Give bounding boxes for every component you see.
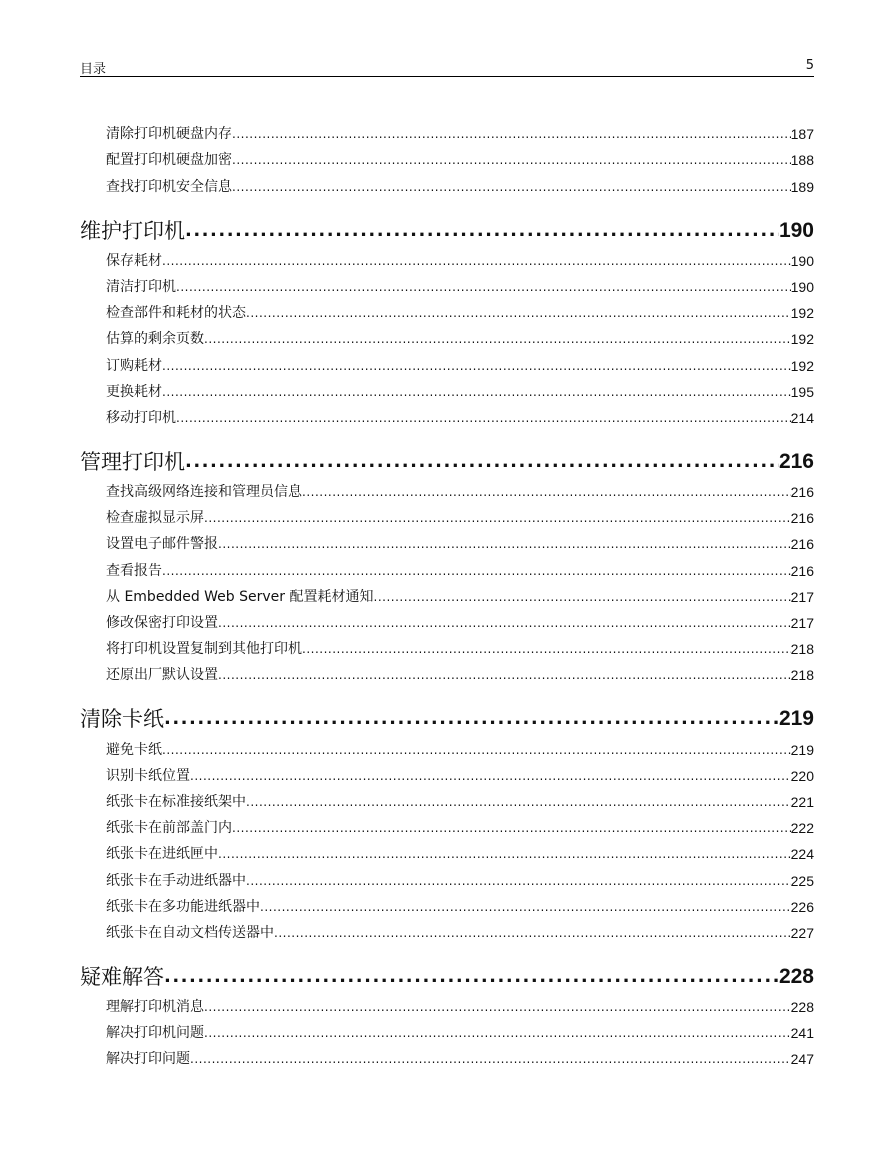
toc-page-number: 192 xyxy=(790,331,814,348)
toc-entry[interactable] xyxy=(80,994,814,1020)
toc-entry[interactable] xyxy=(80,1020,814,1046)
dot-leader xyxy=(218,531,791,557)
toc-entry[interactable] xyxy=(80,662,814,688)
toc-chapter[interactable] xyxy=(80,447,814,477)
dot-leader xyxy=(162,353,791,379)
toc-entry[interactable] xyxy=(80,352,814,378)
dot-leader xyxy=(302,636,791,662)
toc-entry[interactable] xyxy=(80,274,814,300)
toc-page-number: 214 xyxy=(790,409,814,426)
toc-entry-title: 纸张卡在手动进纸器中 xyxy=(106,872,246,889)
toc-chapter-title: 维护打印机 xyxy=(80,218,185,243)
toc-entry-title: 纸张卡在前部盖门内 xyxy=(106,820,232,837)
toc-entry-title: 纸张卡在多功能进纸器中 xyxy=(106,898,260,915)
dot-leader xyxy=(218,662,791,688)
toc-page-number: 192 xyxy=(790,305,814,322)
dot-leader xyxy=(162,248,791,274)
toc-entry-title: 理解打印机消息 xyxy=(106,999,204,1016)
toc-chapter-title: 管理打印机 xyxy=(80,449,185,474)
dot-leader xyxy=(246,789,791,815)
toc-entry[interactable] xyxy=(80,326,814,352)
dot-leader xyxy=(204,1020,791,1046)
toc-entry[interactable] xyxy=(80,300,814,326)
toc-entry-title: 订购耗材 xyxy=(106,357,162,374)
toc-page-number: 219 xyxy=(778,707,814,731)
toc-page-number: 190 xyxy=(790,278,814,295)
dot-leader xyxy=(185,447,779,477)
dot-leader xyxy=(218,841,791,867)
toc-entry[interactable] xyxy=(80,1046,814,1072)
toc-entry-title: 解决打印问题 xyxy=(106,1051,190,1068)
toc-page-number: 216 xyxy=(790,562,814,579)
dot-leader xyxy=(162,379,791,405)
toc-page-number: 188 xyxy=(790,152,814,169)
toc-page-number: 187 xyxy=(790,126,814,143)
toc-chapter[interactable] xyxy=(80,962,814,992)
toc-entry[interactable] xyxy=(80,920,814,946)
toc-entry-title: 查找高级网络连接和管理员信息 xyxy=(106,484,302,501)
toc-page-number: 220 xyxy=(790,767,814,784)
toc-page-number: 216 xyxy=(778,449,814,473)
toc-entry-title: 更换耗材 xyxy=(106,383,162,400)
dot-leader xyxy=(232,121,791,147)
dot-leader xyxy=(176,405,791,431)
dot-leader xyxy=(164,962,779,992)
dot-leader xyxy=(185,216,779,246)
header-page-number: 5 xyxy=(805,58,814,73)
dot-leader xyxy=(374,584,791,610)
dot-leader xyxy=(164,704,779,734)
table-of-contents xyxy=(80,121,814,1072)
dot-leader xyxy=(218,610,791,636)
toc-entry-title: 将打印机设置复制到其他打印机 xyxy=(106,641,302,658)
dot-leader xyxy=(162,737,791,763)
toc-page-number: 241 xyxy=(790,1025,814,1042)
toc-entry-title: 识别卡纸位置 xyxy=(106,767,190,784)
toc-entry[interactable] xyxy=(80,479,814,505)
toc-entry-title: 纸张卡在进纸匣中 xyxy=(106,846,218,863)
toc-page-number: 221 xyxy=(790,793,814,810)
toc-page-number: 218 xyxy=(790,641,814,658)
toc-page-number: 219 xyxy=(790,741,814,758)
toc-page-number: 216 xyxy=(790,536,814,553)
toc-chapter-title: 疑难解答 xyxy=(80,964,164,989)
toc-entry-title: 纸张卡在标准接纸架中 xyxy=(106,793,246,810)
dot-leader xyxy=(232,174,791,200)
dot-leader xyxy=(204,326,791,352)
toc-entry-title: 避免卡纸 xyxy=(106,741,162,758)
toc-entry[interactable] xyxy=(80,894,814,920)
dot-leader xyxy=(246,868,791,894)
toc-entry-title: 解决打印机问题 xyxy=(106,1025,204,1042)
toc-entry-title: 估算的剩余页数 xyxy=(106,331,204,348)
toc-entry[interactable] xyxy=(80,610,814,636)
toc-entry[interactable] xyxy=(80,636,814,662)
dot-leader xyxy=(232,147,791,173)
toc-entry-title: 纸张卡在自动文档传送器中 xyxy=(106,924,274,941)
toc-page-number: 226 xyxy=(790,898,814,915)
toc-chapter-title: 清除卡纸 xyxy=(80,707,164,732)
toc-entry[interactable] xyxy=(80,841,814,867)
toc-page-number: 222 xyxy=(790,820,814,837)
toc-page-number: 217 xyxy=(790,588,814,605)
toc-entry[interactable] xyxy=(80,763,814,789)
toc-entry-title: 设置电子邮件警报 xyxy=(106,536,218,553)
toc-entry-title: 移动打印机 xyxy=(106,409,176,426)
toc-page-number: 217 xyxy=(790,615,814,631)
toc-entry-title: 查看报告 xyxy=(106,562,162,579)
toc-entry-title: 检查虚拟显示屏 xyxy=(106,510,204,527)
dot-leader xyxy=(190,1046,791,1072)
toc-page-number: 227 xyxy=(790,924,814,941)
dot-leader xyxy=(204,994,791,1020)
toc-page-number: 225 xyxy=(790,872,814,889)
toc-entry[interactable] xyxy=(80,248,814,274)
toc-entry-title: 修改保密打印设置 xyxy=(106,615,218,631)
dot-leader xyxy=(204,505,791,531)
dot-leader xyxy=(176,274,791,300)
toc-entry[interactable] xyxy=(80,379,814,405)
toc-page-number: 190 xyxy=(778,218,814,242)
toc-page-number: 190 xyxy=(790,252,814,269)
toc-page-number: 192 xyxy=(790,357,814,374)
dot-leader xyxy=(162,558,791,584)
toc-entry[interactable] xyxy=(80,531,814,557)
toc-page-number: 228 xyxy=(778,964,814,988)
toc-entry[interactable] xyxy=(80,147,814,173)
toc-page-number: 216 xyxy=(790,510,814,527)
toc-entry-title: 清除打印机硬盘内存 xyxy=(106,126,232,143)
toc-entry[interactable] xyxy=(80,173,814,199)
toc-page-number: 224 xyxy=(790,846,814,863)
toc-page-number: 228 xyxy=(790,999,814,1016)
toc-page-number: 216 xyxy=(790,484,814,501)
dot-leader xyxy=(274,920,791,946)
toc-entry-title: 查找打印机安全信息 xyxy=(106,178,232,195)
toc-entry-title: 检查部件和耗材的状态 xyxy=(106,305,246,322)
toc-entry-title: 配置打印机硬盘加密 xyxy=(106,152,232,169)
toc-page-number: 247 xyxy=(790,1051,814,1068)
toc-entry[interactable] xyxy=(80,584,814,610)
toc-entry-title: 保存耗材 xyxy=(106,252,162,269)
dot-leader xyxy=(302,479,791,505)
toc-entry[interactable] xyxy=(80,405,814,431)
toc-entry[interactable] xyxy=(80,867,814,893)
dot-leader xyxy=(190,763,791,789)
toc-entry[interactable] xyxy=(80,557,814,583)
toc-entry-title: 清洁打印机 xyxy=(106,278,176,295)
dot-leader xyxy=(246,300,791,326)
toc-chapter[interactable] xyxy=(80,216,814,246)
toc-entry[interactable] xyxy=(80,505,814,531)
toc-page-number: 189 xyxy=(790,178,814,195)
toc-page-number: 218 xyxy=(790,667,814,684)
toc-entry[interactable] xyxy=(80,121,814,147)
toc-entry[interactable] xyxy=(80,789,814,815)
toc-chapter[interactable] xyxy=(80,704,814,734)
toc-page-number: 195 xyxy=(790,383,814,400)
dot-leader xyxy=(232,815,791,841)
header-title: 目录 xyxy=(80,62,107,77)
page-header xyxy=(80,58,814,77)
toc-entry[interactable] xyxy=(80,815,814,841)
toc-entry-title: 从 Embedded Web Server 配置耗材通知 xyxy=(106,588,374,605)
dot-leader xyxy=(260,894,791,920)
toc-entry-title: 还原出厂默认设置 xyxy=(106,667,218,684)
toc-entry[interactable] xyxy=(80,736,814,762)
